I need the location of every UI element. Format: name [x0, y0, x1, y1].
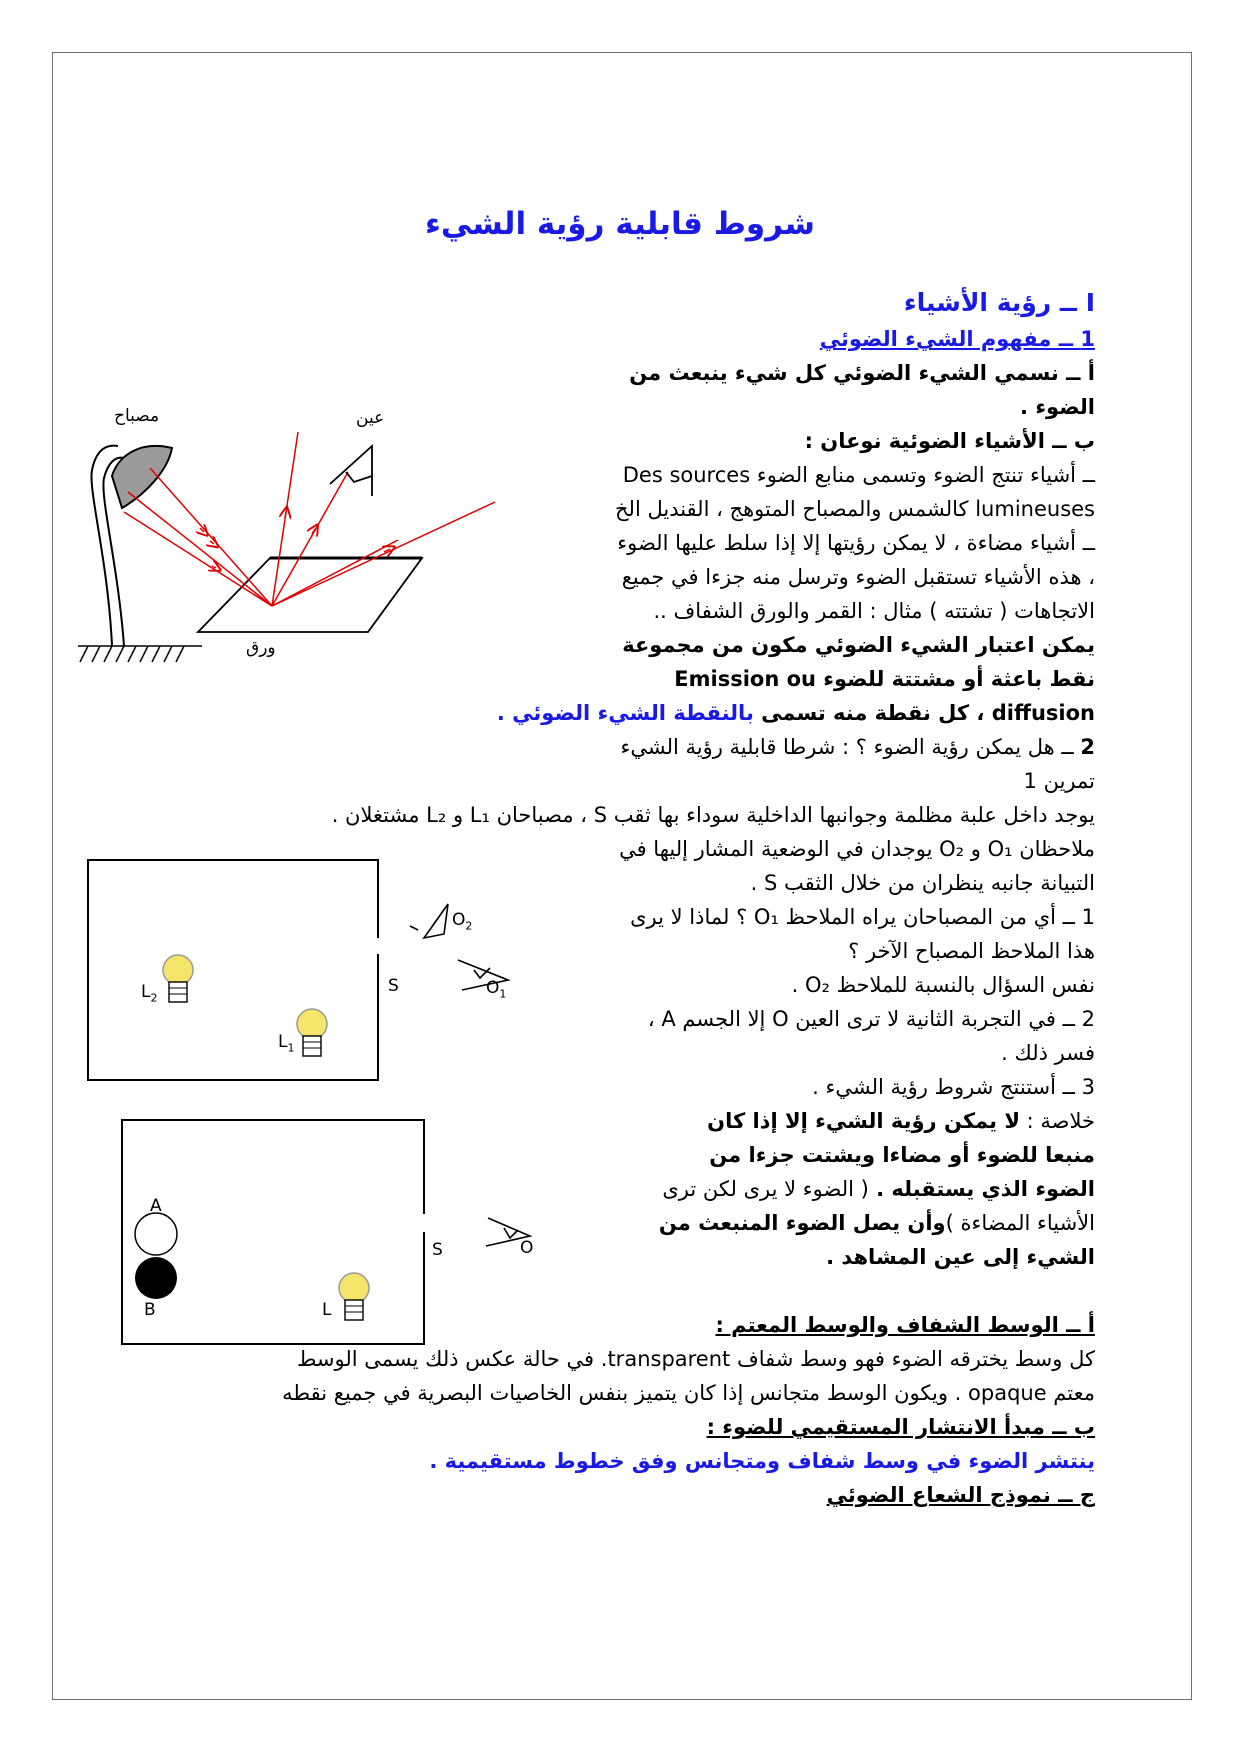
label-sub: 1: [287, 1041, 295, 1055]
item-number: 2: [1080, 735, 1095, 759]
section-heading-1: I ــ رؤية الأشياء: [903, 288, 1095, 317]
text-line: فسر ذلك .: [1001, 1041, 1095, 1065]
text-line: ــ أشياء مضاءة ، لا يمكن رؤيتها إلا إذا سلط عليها الضوء: [617, 531, 1095, 555]
text-line: نفس السؤال بالنسبة للملاحظ O₂ .: [791, 973, 1095, 997]
text-segment: الضوء الذي يستقبله .: [868, 1177, 1095, 1201]
text-line: lumineuses كالشمس والمصباح المتوهج ، القنديل الخ: [614, 497, 1095, 521]
text-segment: الأشياء المضاءة ): [945, 1211, 1095, 1235]
subheading-a: أ ــ الوسط الشفاف والوسط المعتم :: [715, 1313, 1095, 1337]
text-line: ب ــ الأشياء الضوئية نوعان :: [804, 429, 1095, 453]
text-line: أ ــ نسمي الشيء الضوئي كل شيء ينبعث من: [629, 361, 1095, 385]
object-b-label: B: [144, 1300, 156, 1320]
highlight-term: بالنقطة الشيء الضوئي .: [496, 701, 754, 725]
object-a-label: A: [150, 1196, 162, 1216]
text-segment: ــ هل يمكن رؤية الضوء ؟ : شرطا قابلية رؤية الشيء: [620, 735, 1081, 759]
label-text: O: [452, 910, 466, 930]
text-line: الشيء إلى عين المشاهد .: [826, 1245, 1095, 1269]
text-line: 2 ــ في التجربة الثانية لا ترى العين O إلا الجسم A ،: [647, 1007, 1095, 1031]
text-line: 3 ــ أستنتج شروط رؤية الشيء .: [812, 1075, 1095, 1099]
hole-s-label: S: [432, 1240, 443, 1260]
label-sub: 2: [150, 991, 158, 1005]
label-sub: 2: [465, 919, 473, 933]
page-title: شروط قابلية رؤية الشيء: [425, 206, 815, 242]
text-segment: خلاصة :: [1019, 1109, 1095, 1133]
text-line: يوجد داخل علبة مظلمة وجوانبها الداخلية سوداء بها ثقب S ، مصباحان L₁ و L₂ مشتغلان .: [331, 803, 1095, 827]
text-segment: ( الضوء لا يرى لكن ترى: [662, 1177, 869, 1201]
eye-label: عين: [356, 408, 385, 428]
text-line: 1 ــ أي من المصباحان يراه الملاحظ O₁ ؟ لماذا لا يرى: [630, 905, 1095, 929]
label-text: L: [278, 1032, 288, 1052]
text-line: منبعا للضوء أو مضاءا ويشتت جزءا من: [709, 1143, 1095, 1167]
subheading-c: ج ــ نموذج الشعاع الضوئي: [826, 1483, 1095, 1507]
text-line: هذا الملاحظ المصباح الآخر ؟: [848, 939, 1095, 963]
object-b: [135, 1257, 177, 1299]
lightbulb-icon: [339, 1273, 369, 1320]
principle-statement: ينتشر الضوء في وسط شفاف ومتجانس وفق خطوط مستقيمية .: [429, 1449, 1095, 1473]
subheading-1: 1 ــ مفهوم الشيء الضوئي: [819, 327, 1095, 351]
text-line: التبيانة جانبه ينظران من خلال الثقب S .: [750, 871, 1095, 895]
object-a: [135, 1213, 177, 1255]
paper-label: ورق: [246, 638, 276, 658]
text-line: ملاحظان O₁ و O₂ يوجدان في الوضعية المشار إليها في: [619, 837, 1095, 861]
lamp-label: مصباح: [114, 406, 160, 426]
text-line: الضوء .: [1020, 395, 1095, 419]
text-line: معتم opaque . ويكون الوسط متجانس إذا كان يتميز بنفس الخاصيات البصرية في جميع نقطه: [282, 1381, 1095, 1405]
text-line: الاتجاهات ( تشتته ) مثال : القمر والورق الشفاف ..: [653, 599, 1095, 623]
text-segment: وأن يصل الضوء المنبعث من: [658, 1211, 946, 1235]
text-line: ، هذه الأشياء تستقبل الضوء وترسل منه جزءا في جميع: [621, 565, 1095, 589]
text-line: ــ أشياء تنتج الضوء وتسمى منابع الضوء Des sources: [622, 463, 1095, 487]
lamp-l-label: L: [322, 1300, 332, 1320]
text-segment: لا يمكن رؤية الشيء إلا إذا كان: [707, 1109, 1020, 1133]
label-text: L: [141, 982, 151, 1002]
label-sub: 1: [499, 987, 507, 1001]
text-line: نقط باعثة أو مشتتة للضوء Emission ou: [674, 667, 1095, 691]
subheading-b: ب ــ مبدأ الانتشار المستقيمي للضوء :: [706, 1415, 1095, 1439]
text-line: كل وسط يخترقه الضوء فهو وسط شفاف transparent. في حالة عكس ذلك يسمى الوسط: [296, 1347, 1095, 1371]
hole-s-label: S: [388, 976, 399, 996]
eye-o-label: O: [520, 1238, 534, 1258]
text-segment: diffusion ، كل نقطة منه تسمى: [753, 701, 1095, 725]
label-text: O: [486, 978, 500, 998]
text-line: يمكن اعتبار الشيء الضوئي مكون من مجموعة: [622, 633, 1095, 657]
exercise-title: تمرين 1: [1023, 769, 1095, 793]
